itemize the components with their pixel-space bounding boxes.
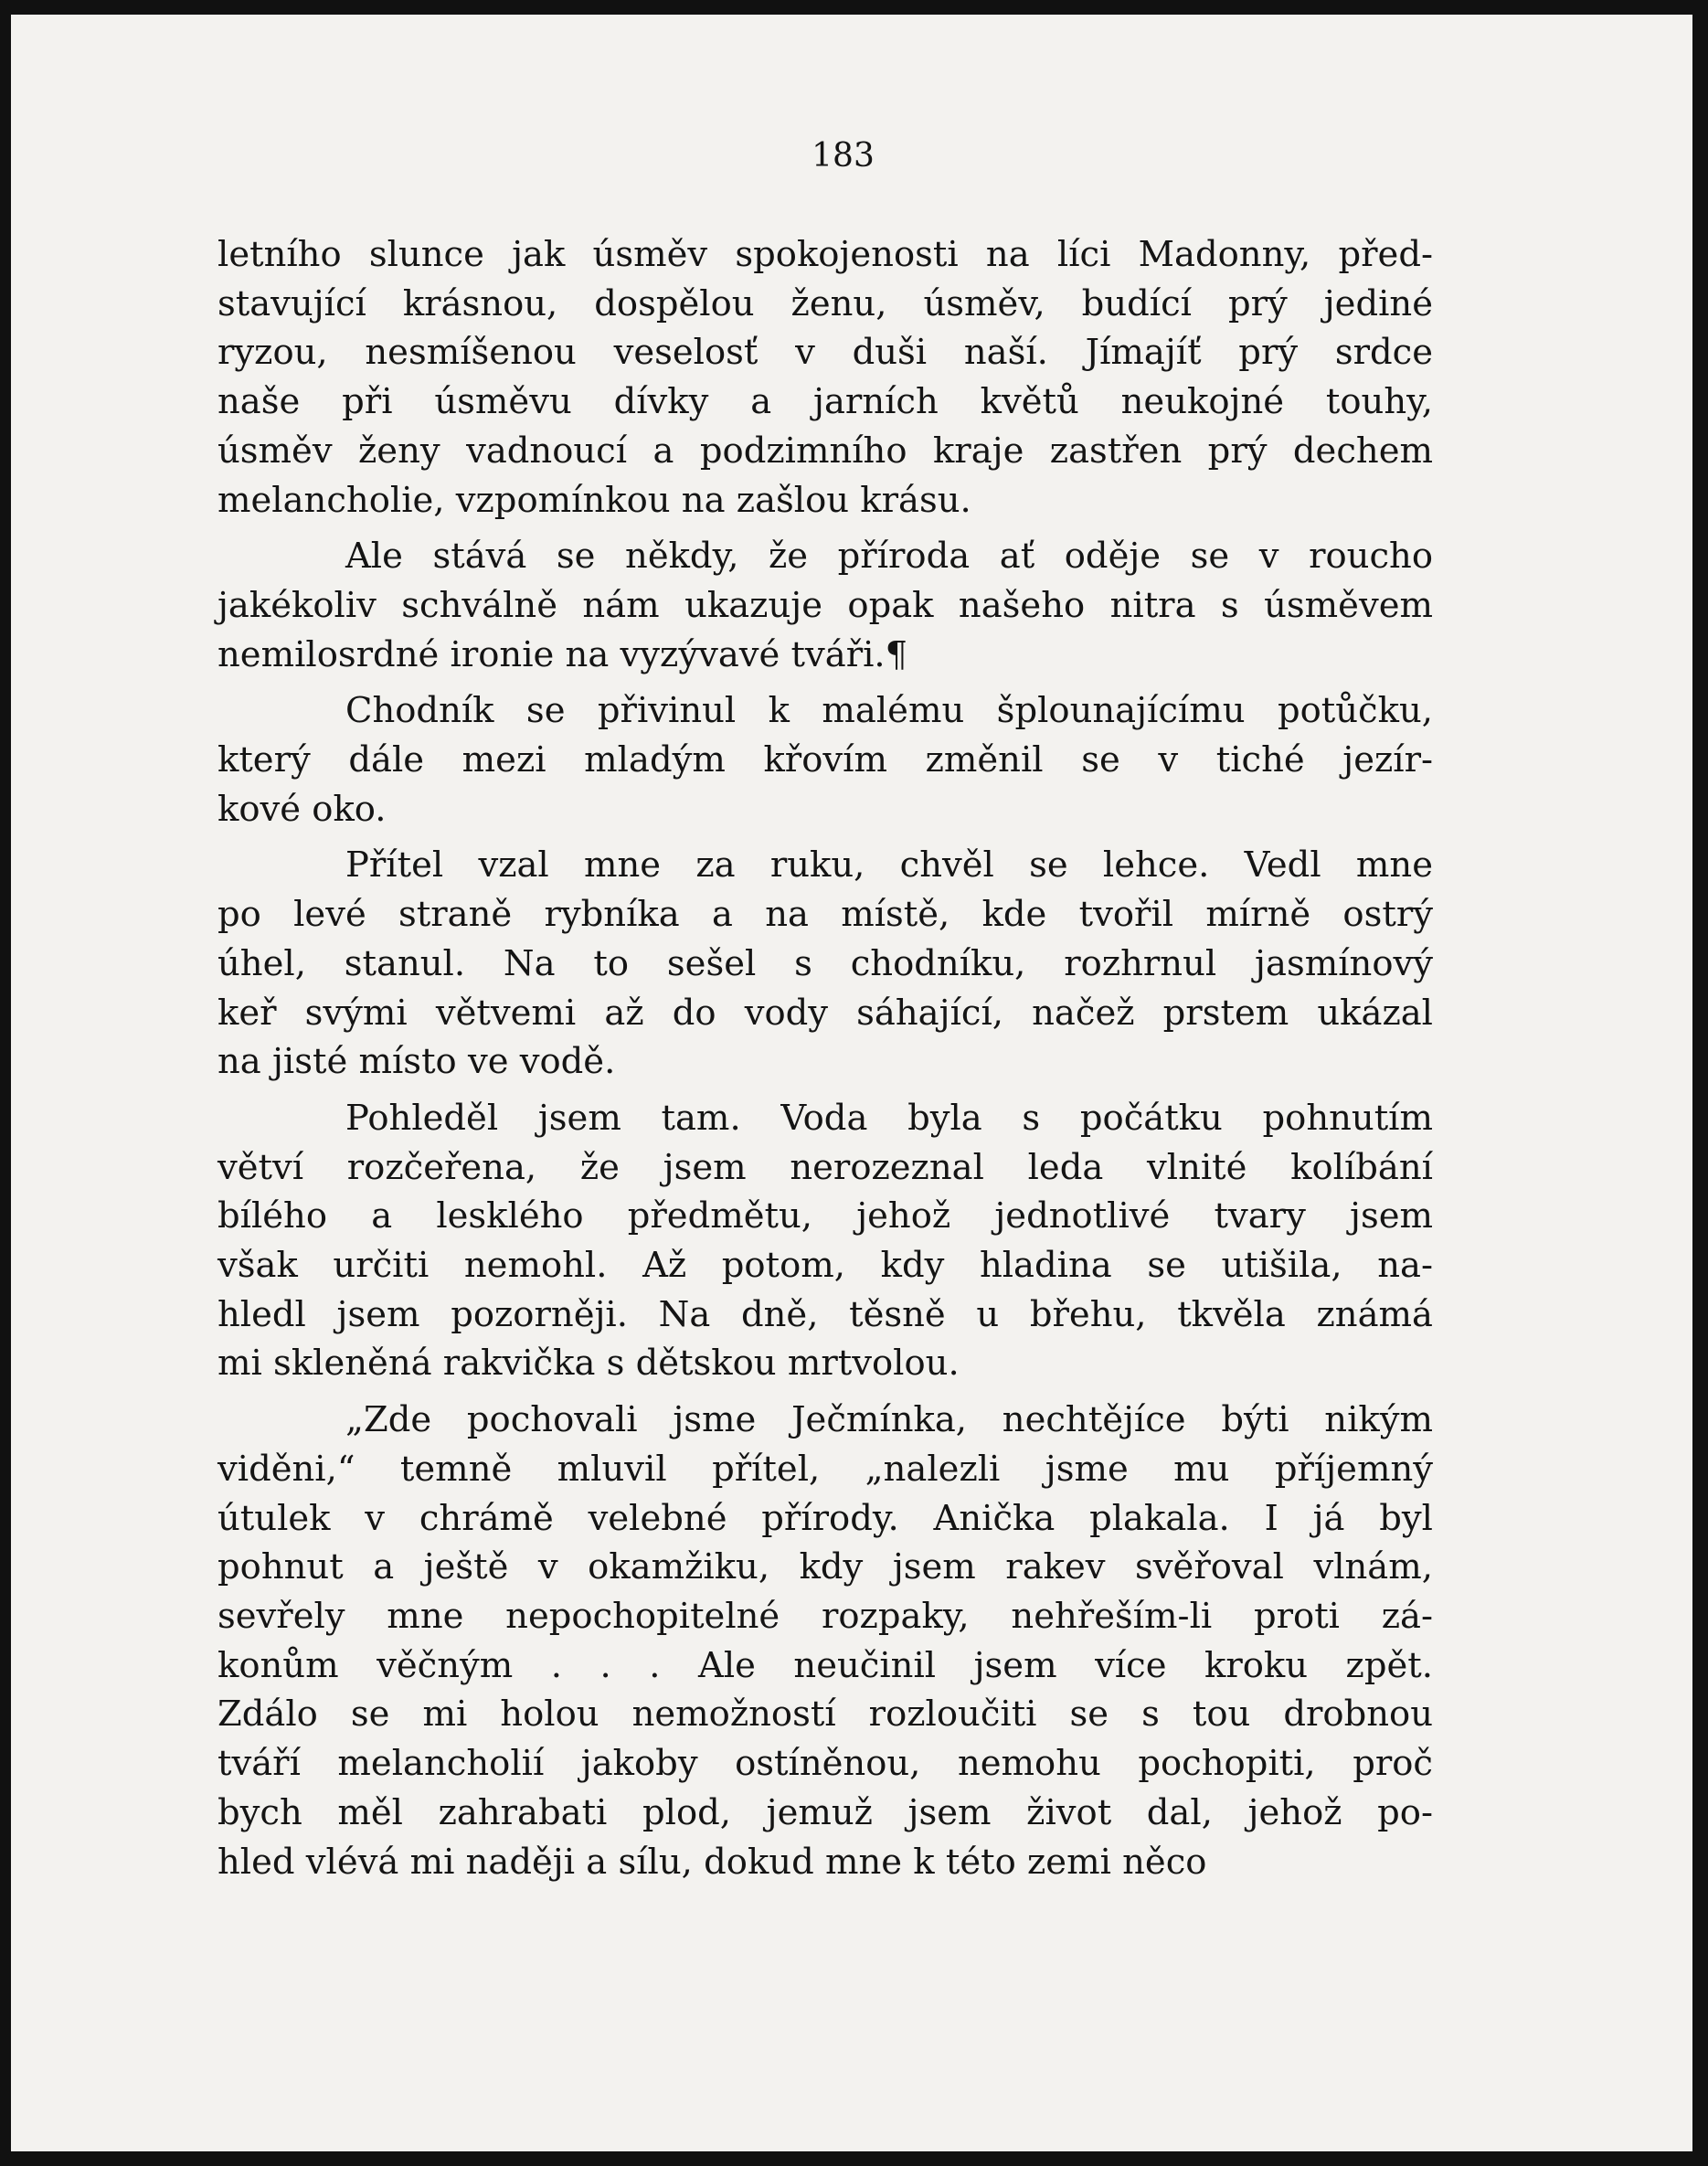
text-line: viděni,“ temně mluvil přítel, „nalezli jsme mu příjemný: [217, 1448, 1433, 1490]
text-line: však určiti nemohl. Až potom, kdy hladina se utišila, na-: [217, 1245, 1433, 1287]
paragraph: [217, 1094, 1433, 1388]
text-line: hledl jsem pozorněji. Na dně, těsně u břehu, tkvěla známá: [217, 1293, 1433, 1335]
text-line: Zdálo se mi holou nemožností rozloučiti se s tou drobnou: [217, 1694, 1433, 1736]
paragraph: [217, 230, 1433, 525]
text-line: pohnut a ještě v okamžiku, kdy jsem rakev svěřoval vlnám,: [217, 1546, 1433, 1588]
body-text: [217, 230, 1433, 1894]
text-line: který dále mezi mladým křovím změnil se v tiché jezír-: [217, 739, 1433, 781]
paragraph: [217, 686, 1433, 833]
text-line: stavující krásnou, dospělou ženu, úsměv, budící prý jediné: [217, 282, 1433, 324]
text-line: letního slunce jak úsměv spokojenosti na líci Madonny, před-: [217, 234, 1433, 275]
paragraph: [217, 532, 1433, 679]
text-line: ryzou, nesmíšenou veselosť v duši naší. Jímajíť prý srdce: [217, 332, 1433, 374]
text-line: naše při úsměvu dívky a jarních květů neukojné touhy,: [217, 381, 1433, 423]
text-line: tváří melancholií jakoby ostíněnou, nemohu pochopiti, proč: [217, 1743, 1433, 1785]
paragraph: [217, 841, 1433, 1087]
text-line: melancholie, vzpomínkou na zašlou krásu.: [217, 479, 971, 521]
text-line: nemilosrdné ironie na vyzývavé tváři.¶: [217, 633, 908, 675]
text-line: jakékoliv schválně nám ukazuje opak našeho nitra s úsměvem: [217, 584, 1433, 626]
text-line: hled vlévá mi naději a sílu, dokud mne k této zemi něco: [217, 1841, 1207, 1883]
text-line: Chodník se přivinul k malému šplounajícímu potůčku,: [345, 690, 1433, 732]
text-line: na jisté místo ve vodě.: [217, 1041, 616, 1083]
text-line: „Zde pochovali jsme Ječmínka, nechtějíce býti nikým: [345, 1399, 1433, 1441]
text-line: bílého a lesklého předmětu, jehož jednotlivé tvary jsem: [217, 1195, 1433, 1237]
paragraph: [217, 1396, 1433, 1886]
text-line: sevřely mne nepochopitelné rozpaky, nehřeším-li proti zá-: [217, 1595, 1433, 1637]
text-line: kové oko.: [217, 788, 387, 830]
text-line: Přítel vzal mne za ruku, chvěl se lehce. Vedl mne: [345, 844, 1433, 887]
text-line: keř svými větvemi až do vody sáhající, načež prstem ukázal: [217, 992, 1433, 1034]
text-line: bych měl zahrabati plod, jemuž jsem život dal, jehož po-: [217, 1791, 1433, 1833]
text-line: útulek v chrámě velebné přírody. Anička plakala. I já byl: [217, 1497, 1433, 1539]
text-line: Pohleděl jsem tam. Voda byla s počátku pohnutím: [345, 1097, 1433, 1139]
text-line: Ale stává se někdy, že příroda ať oděje se v roucho: [345, 536, 1433, 578]
text-line: úsměv ženy vadnoucí a podzimního kraje zastřen prý dechem: [217, 430, 1433, 472]
page-number: 183: [812, 137, 875, 175]
text-line: mi skleněná rakvička s dětskou mrtvolou.: [217, 1343, 960, 1385]
text-line: po levé straně rybníka a na místě, kde tvořil mírně ostrý: [217, 894, 1433, 936]
text-line: větví rozčeřena, že jsem nerozeznal leda vlnité kolíbání: [217, 1146, 1433, 1188]
text-line: úhel, stanul. Na to sešel s chodníku, rozhrnul jasmínový: [217, 942, 1433, 984]
text-line: konům věčným . . . Ale neučinil jsem více kroku zpět.: [217, 1644, 1433, 1686]
